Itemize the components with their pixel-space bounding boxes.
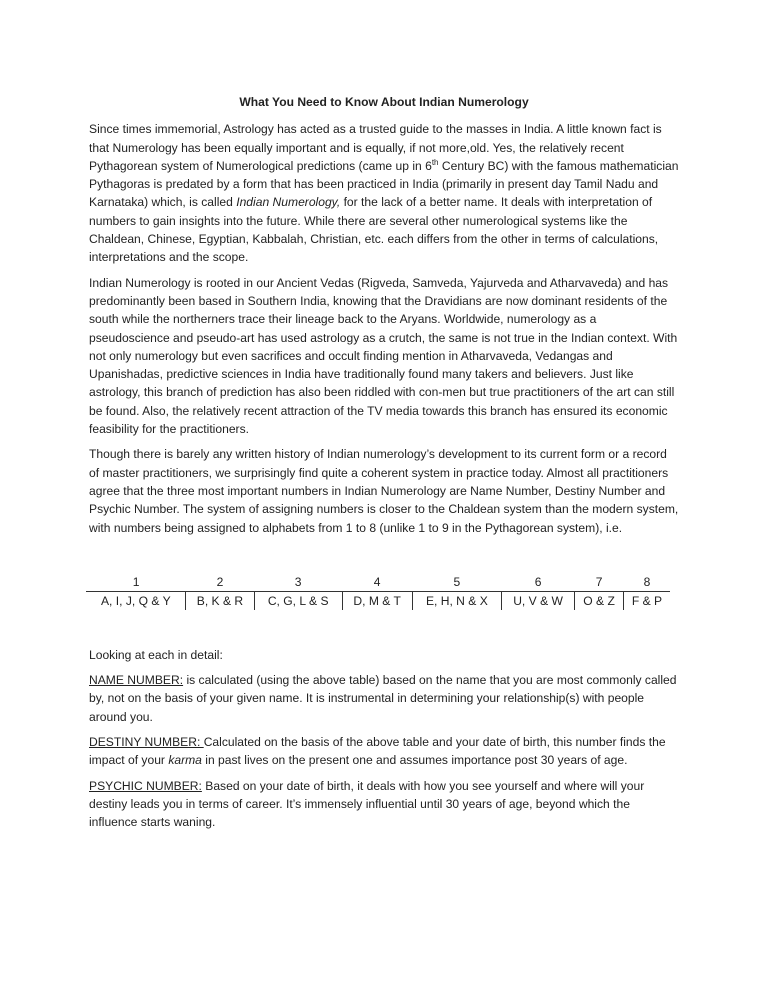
number-letter-table [86,574,670,610]
name-number-text: is calculated (using the above table) based on the name that you are most commonly called by, not on the basis of your given name. It is instrumental in determining your relationship(s) with people around you. [89,673,677,724]
paragraph-intro-part-b: Century BC) with the famous mathematician Pythagoras is predated by a form that has been practiced in India (primarily in present day Tamil Nadu and Karnataka) which, is called [89,158,679,210]
table-cell-number: 8 [624,574,670,592]
destiny-number-label: DESTINY NUMBER: [89,735,204,750]
table-cell-letters: F & P [624,591,670,610]
psychic-number-text: Based on your date of birth, it deals with how you see yourself and where will your destiny leads you in terms of career. It’s immensely influential until 30 years of age, beyond which the influence starts waning. [89,778,645,830]
emphasis-indian-numerology: Indian Numerology, [236,195,341,210]
name-number-label: NAME NUMBER: [89,673,184,688]
table-cell-number: 3 [254,574,342,592]
table-cell-letters: A, I, J, Q & Y [100,593,171,608]
emphasis-karma: karma [168,753,202,768]
table-cell-letters: O & Z [575,591,624,610]
table-cell-number: 6 [502,574,575,592]
document-title: What You Need to Know About Indian Numerology [239,95,529,109]
paragraph-psychic-number [89,777,679,832]
paragraph-vedas: Indian Numerology is rooted in our Ancient Vedas (Rigveda, Samveda, Yajurveda and Atharvaveda) and has predominantly been based in Southern India, knowing that the Dravidians are now dominant residents of the south while the northerners trace their lineage back to the Aryans. Worldwide, numerology as a pseudoscience and pseudo-art has used astrology as a crutch, the same is not true in the Indian context. With not only numerology but even sacrifices and occult finding mention in Atharvaveda, Vedangas and Upanishadas, predictive sciences in India have traditionally found many takers and believers. Just like astrology, this branch of prediction has also been riddled with con-men but true practitioners of the art can still be found. Also, the relatively recent attraction of the TV media towards this branch has ensured its economic feasibility for the practitioners. [89,275,678,437]
table-cell-number: 7 [575,574,624,592]
table-cell-letters: B, K & R [186,591,255,610]
paragraph-intro-part-a: Since times immemorial, Astrology has acted as a trusted guide to the masses in India. A little known fact is that Numerology has been equally important and is equally, if not more,old. Yes, the relatively recent Pythagorean system of Numerological predictions (came up in 6 [89,122,662,173]
paragraph-history: Though there is barely any written history of Indian numerology’s development to its current form or a record of master practitioners, we surprisingly find quite a coherent system in practice today. Almost all practitioners agree that the three most important numbers in Indian Numerology are Name Number, Destiny Number and Psychic Number. The system of assigning numbers is closer to the Chaldean system than the modern system, with numbers being assigned to alphabets from 1 to 8 (unlike 1 to 9 in the Pythagorean system), i.e. [89,447,679,535]
table-cell-number: 5 [412,574,501,592]
table-row-numbers [87,574,671,592]
table-row-letters [87,591,671,610]
table-cell-number: 2 [186,574,255,592]
psychic-number-label: PSYCHIC NUMBER: [89,778,202,793]
paragraph-intro [89,120,679,266]
superscript-th: th [431,157,439,167]
table-cell-number: 4 [342,574,412,592]
destiny-number-text-b: in past lives on the present one and assumes importance post 30 years of age. [201,753,628,768]
table-cell-letters: C, G, L & S [254,591,342,610]
table-cell-letters: U, V & W [502,591,575,610]
paragraph-name-number [89,671,679,726]
document-page [89,93,679,839]
table-cell-number: 1 [87,574,186,592]
table-cell-letters: D, M & T [342,591,412,610]
destiny-number-text-a: Calculated on the basis of the above table and your date of birth, this number finds the impact of your [89,735,666,768]
paragraph-looking: Looking at each in detail: [89,647,223,662]
paragraph-intro-part-c: for the lack of a better name. It deals with interpretation of numbers to gain insights into the future. While there are several other numerological systems like the Chaldean, Chinese, Egyptian, Kabbalah, Christian, etc. each differs from the other in terms of calculations, interpretations and the scope. [89,195,659,265]
table-cell-letters: E, H, N & X [412,591,501,610]
paragraph-destiny-number [89,733,679,770]
